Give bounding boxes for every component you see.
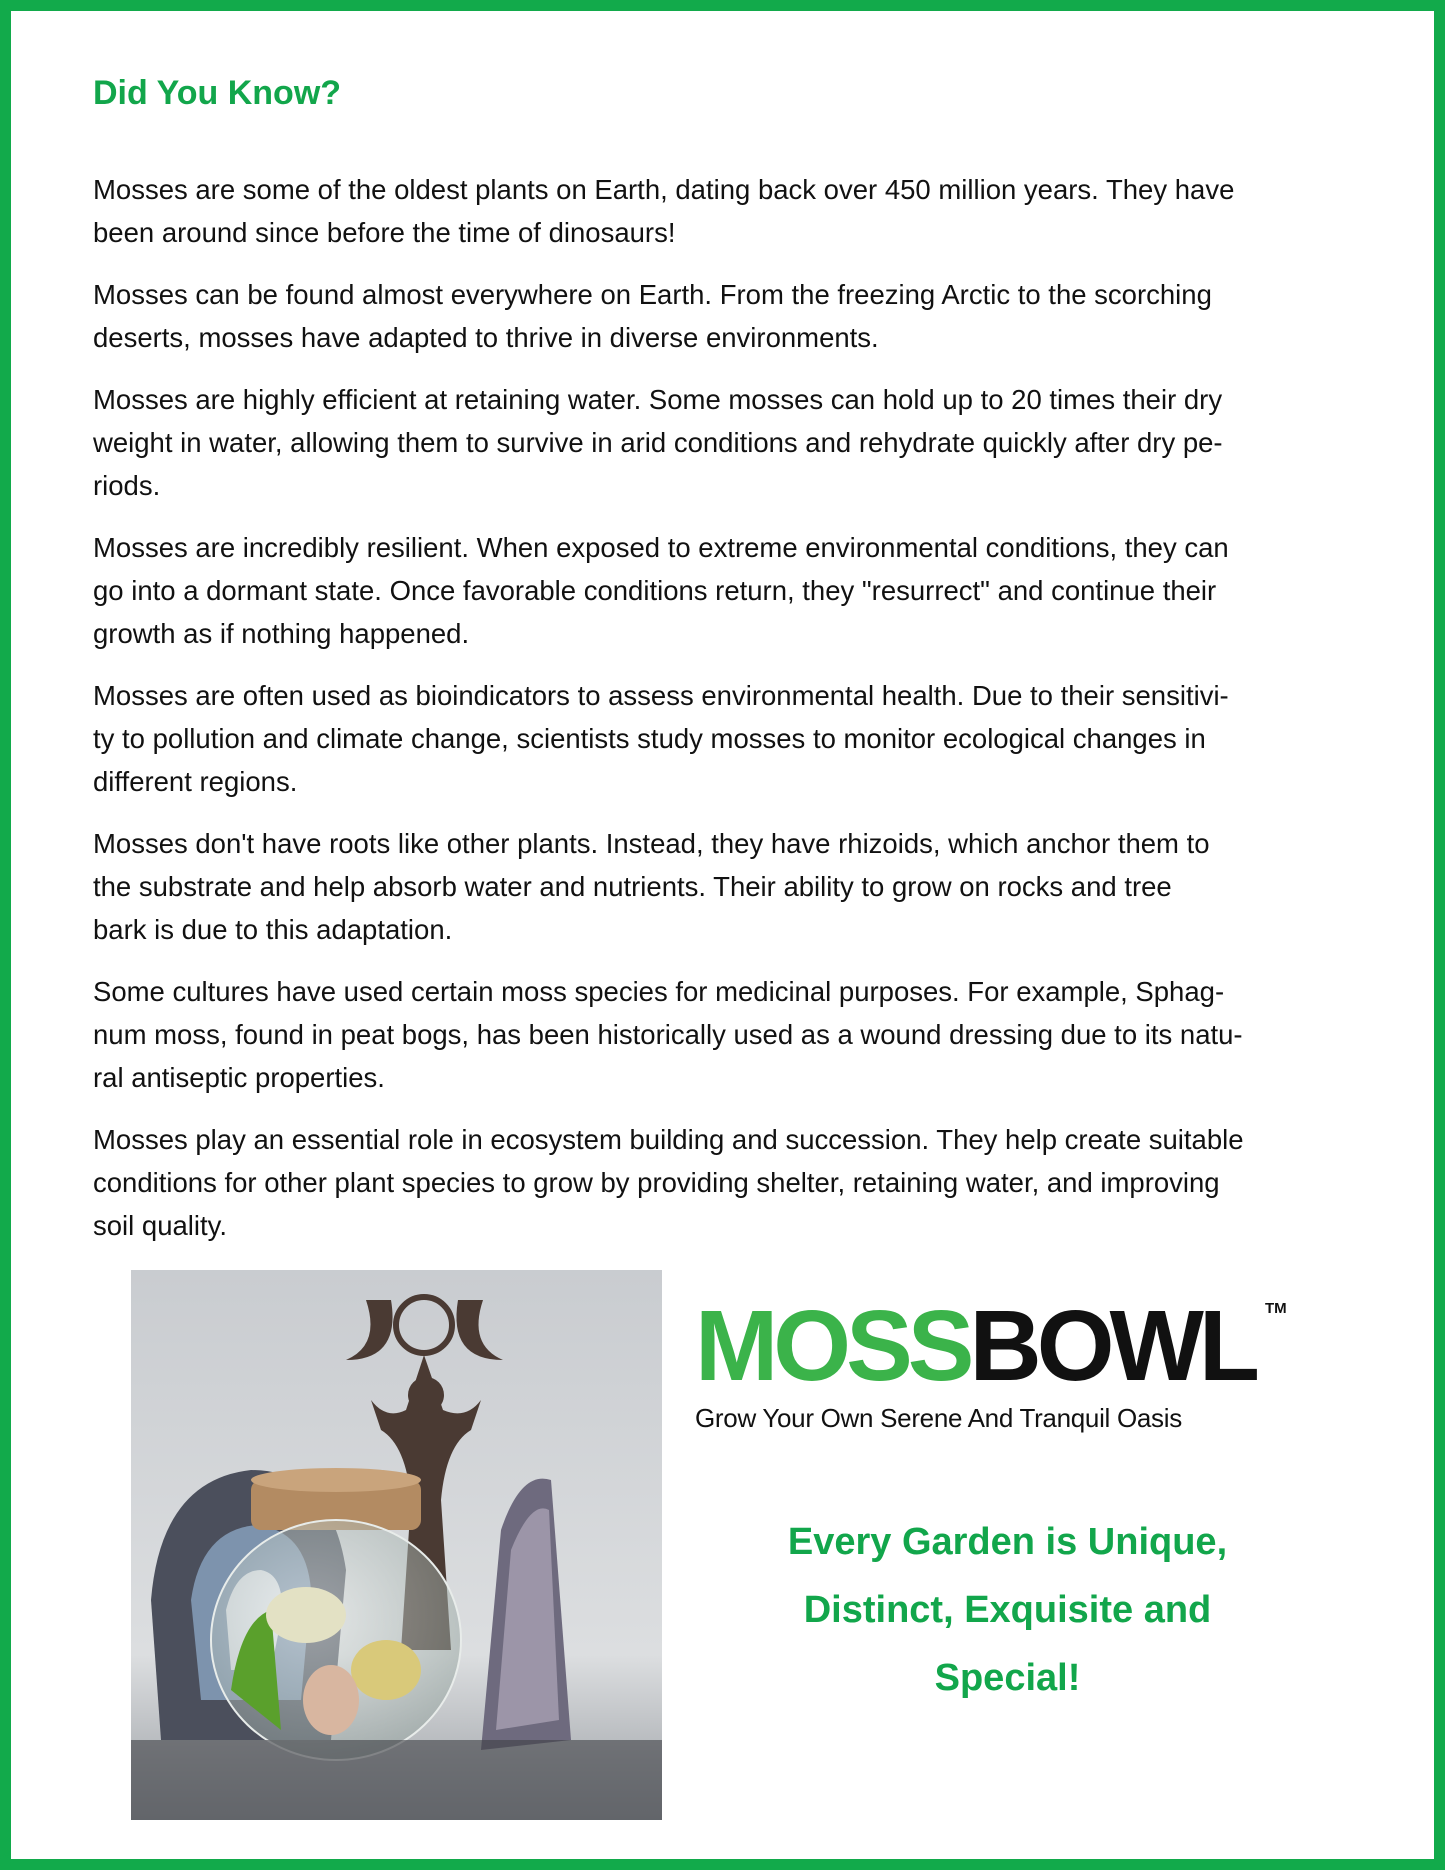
fact-line: Mosses are often used as bioindicators to assess environmental health. Due to their sensitivi- [93,680,1229,711]
fact-paragraph [93,526,1363,655]
fact-line: been around since before the time of dinosaurs! [93,217,676,248]
fact-paragraph [93,970,1363,1099]
fact-line: soil quality. [93,1210,227,1241]
logo-tagline: Grow Your Own Serene And Tranquil Oasis [695,1403,1182,1433]
moss-terrarium-photo [131,1270,662,1820]
slogan-line: Every Garden is Unique, [787,1521,1228,1563]
fact-line: Mosses play an essential role in ecosystem building and succession. They help create suitable [93,1124,1244,1155]
slogan-line: Distinct, Exquisite and [803,1589,1212,1631]
facts-list [93,168,1363,1266]
fact-line: the substrate and help absorb water and nutrients. Their ability to grow on rocks and tree [93,871,1172,902]
fact-line: Mosses don't have roots like other plants. Instead, they have rhizoids, which anchor them to [93,828,1210,859]
fact-line: riods. [93,470,161,501]
logo-moss: MOSS [695,1290,970,1402]
fact-paragraph [93,822,1363,951]
fact-line: deserts, mosses have adapted to thrive in diverse environments. [93,322,879,353]
page-title: Did You Know? [93,74,342,112]
fact-line: ty to pollution and climate change, scientists study mosses to monitor ecological changes in [93,723,1206,754]
fact-line: different regions. [93,766,298,797]
fact-paragraph [93,1118,1363,1247]
slogan [700,1508,1315,1712]
fact-paragraph [93,674,1363,803]
fact-line: Mosses are some of the oldest plants on Earth, dating back over 450 million years. They have [93,174,1235,205]
fact-line: num moss, found in peat bogs, has been historically used as a wound dressing due to its natu- [93,1019,1243,1050]
fact-line: growth as if nothing happened. [93,618,470,649]
fact-line: bark is due to this adaptation. [93,914,453,945]
fact-line: weight in water, allowing them to survive in arid conditions and rehydrate quickly after dry pe- [93,427,1223,458]
logo-bowl: BOWL [969,1290,1255,1402]
fact-line: ral antiseptic properties. [93,1062,385,1093]
trademark: TM [1264,1300,1287,1317]
fact-line: Mosses are highly efficient at retaining water. Some mosses can hold up to 20 times their dry [93,384,1223,415]
fact-line: go into a dormant state. Once favorable conditions return, they "resurrect" and continue their [93,575,1217,606]
fact-line: Some cultures have used certain moss species for medicinal purposes. For example, Sphag- [93,976,1225,1007]
fact-paragraph [93,273,1363,359]
slogan-line: Special! [934,1657,1081,1699]
fact-line: Mosses can be found almost everywhere on Earth. From the freezing Arctic to the scorching [93,279,1212,310]
fact-paragraph [93,168,1363,254]
fact-line: Mosses are incredibly resilient. When exposed to extreme environmental conditions, they can [93,532,1229,563]
fact-line: conditions for other plant species to grow by providing shelter, retaining water, and improving [93,1167,1220,1198]
fact-paragraph [93,378,1363,507]
mossbowl-logo [695,1290,1375,1434]
